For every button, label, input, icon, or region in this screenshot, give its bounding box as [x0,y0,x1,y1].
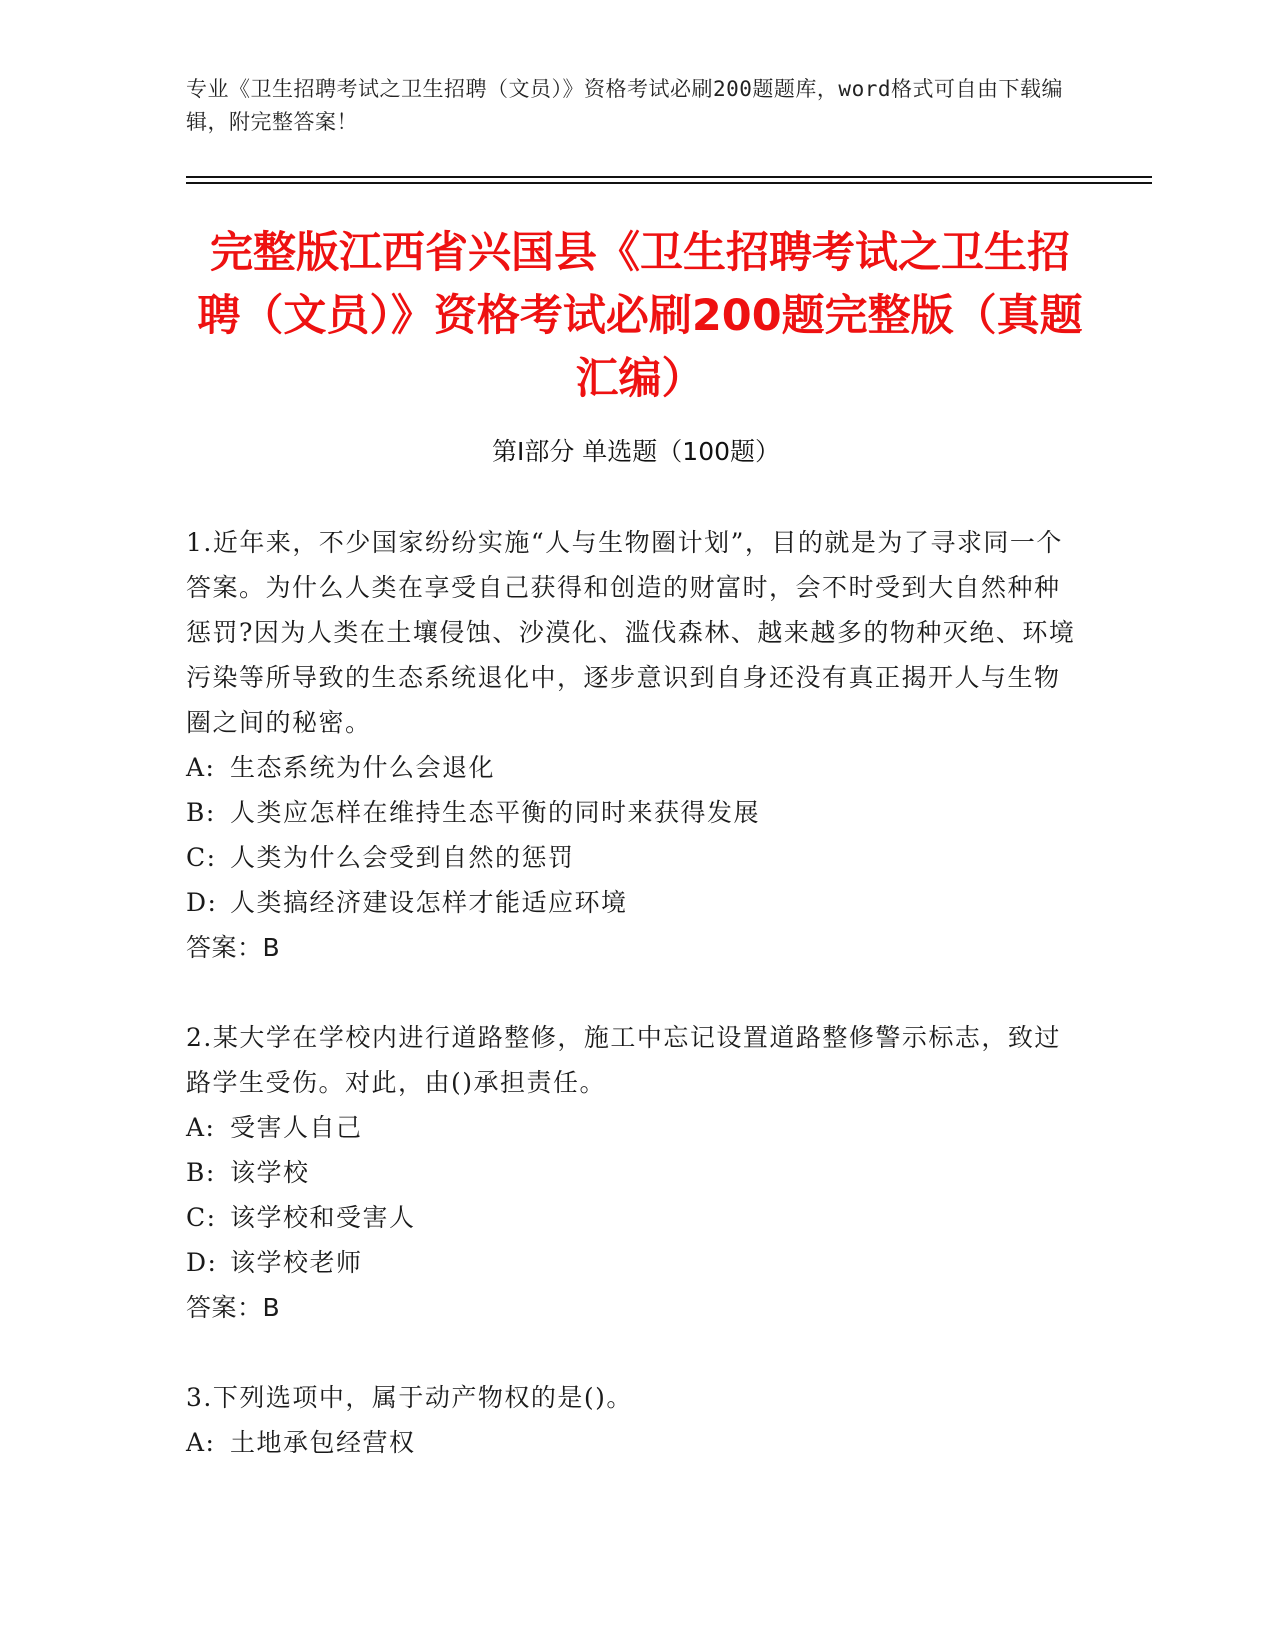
document-title: 完整版江西省兴国县《卫生招聘考试之卫生招聘（文员）》资格考试必刷200题完整版（真题汇编） [197,228,1083,404]
option-c [186,835,1086,880]
option-label: D: [186,1248,218,1277]
question-stem: 3.下列选项中，属于动产物权的是()。 [186,1383,633,1412]
option-text: 生态系统为什么会退化 [230,753,496,782]
option-a [186,1105,1086,1150]
option-d [186,1240,1086,1285]
option-label: C: [186,843,217,872]
option-label: A: [186,1113,216,1142]
option-b [186,790,1086,835]
option-b [186,1150,1086,1195]
question-1 [186,520,1086,970]
option-text: 该学校 [230,1158,310,1187]
question-stem: 2.某大学在学校内进行道路整修，施工中忘记设置道路整修警示标志，致过路学生受伤。对此，由()承担责任。 [186,1023,1061,1097]
option-label: D: [186,888,218,917]
option-label: A: [186,1428,216,1457]
option-label: B: [186,1158,216,1187]
option-text: 土地承包经营权 [230,1428,416,1457]
header-divider-bottom [186,182,1152,184]
option-text: 人类为什么会受到自然的惩罚 [230,843,575,872]
option-d [186,880,1086,925]
section-title: 第I部分 单选题（100题） [491,437,781,466]
option-text: 人类搞经济建设怎样才能适应环境 [230,888,628,917]
option-label: C: [186,1203,217,1232]
answer-line: 答案：B [186,1293,281,1322]
option-c [186,1195,1086,1240]
option-text: 该学校老师 [230,1248,363,1277]
option-text: 受害人自己 [230,1113,363,1142]
option-label: B: [186,798,216,827]
option-a [186,745,1086,790]
header-note: 专业《卫生招聘考试之卫生招聘（文员）》资格考试必刷200题题库，word格式可自由下载编辑，附完整答案！ [186,77,1063,134]
option-text: 该学校和受害人 [230,1203,416,1232]
option-text: 人类应怎样在维持生态平衡的同时来获得发展 [230,798,761,827]
header-divider-top [186,176,1152,178]
question-3 [186,1375,1086,1465]
option-a [186,1420,1086,1465]
answer-line: 答案：B [186,933,281,962]
question-2 [186,1015,1086,1330]
option-label: A: [186,753,216,782]
question-stem: 1.近年来，不少国家纷纷实施“人与生物圈计划”，目的就是为了寻求同一个答案。为什么人类在享受自己获得和创造的财富时，会不时受到大自然种种惩罚?因为人类在土壤侵蚀、沙漠化、滥伐森林、越来越多的物种灭绝、环境污染等所导致的生态系统退化中，逐步意识到自身还没有真正揭开人与生物圈之间的秘密。 [186,528,1076,737]
question-list [186,520,1086,1510]
